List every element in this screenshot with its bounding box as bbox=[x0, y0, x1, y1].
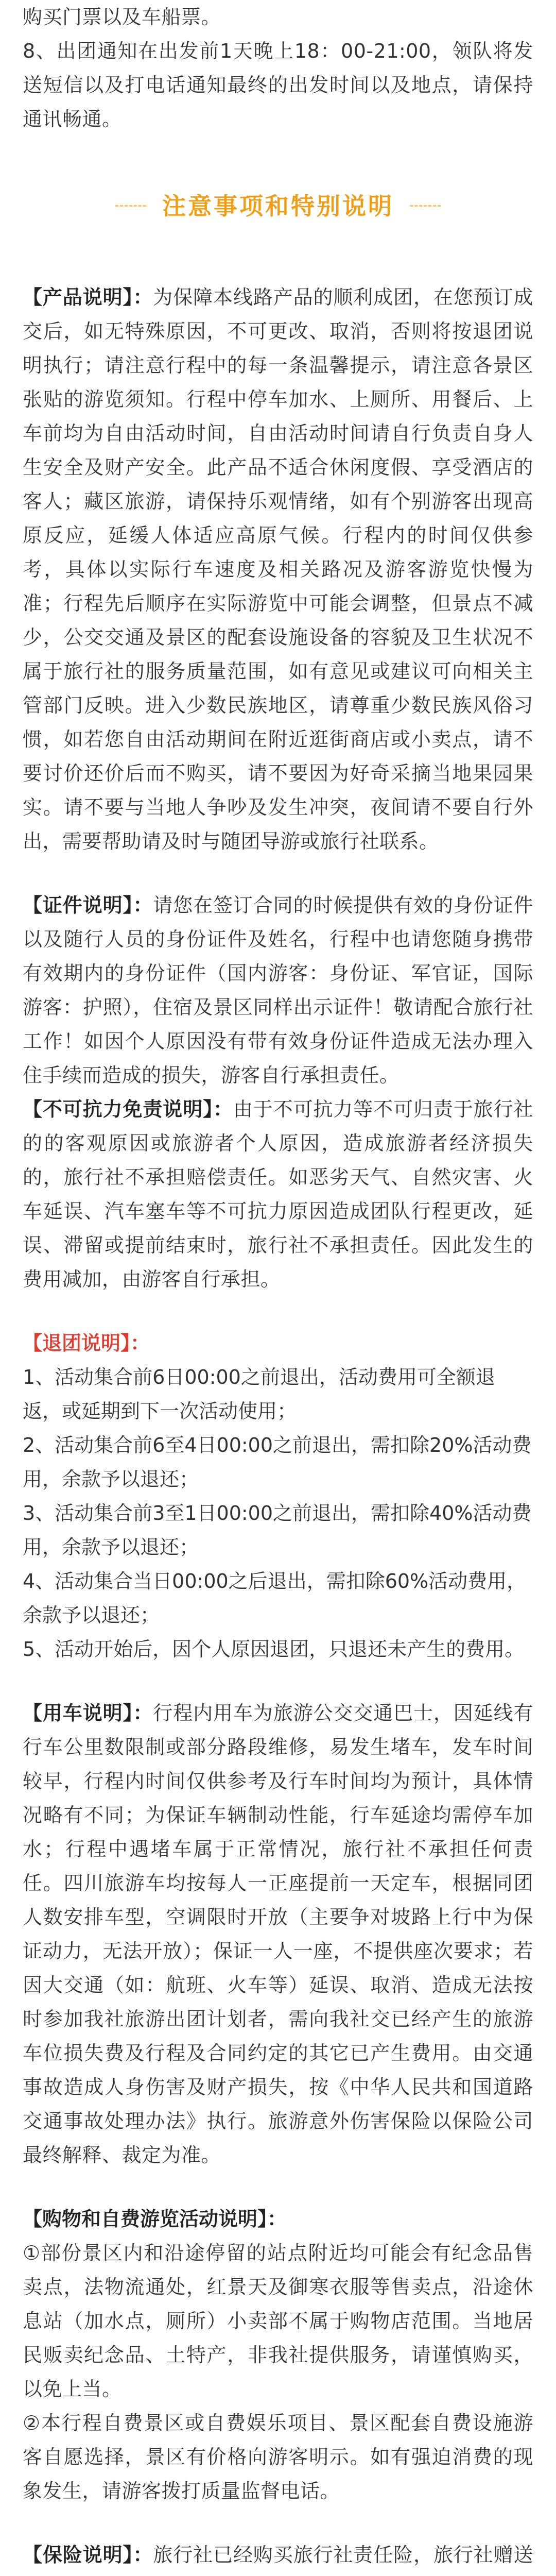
refund-item: 2、活动集合前6至4日00:00之前退出，需扣除20%活动费用，余款予以退还； bbox=[23, 1434, 532, 1490]
id-section bbox=[23, 888, 533, 1092]
refund-label: 【退团说明】： bbox=[23, 1332, 150, 1354]
insurance-text: 旅行社已经购买旅行社责任险，旅行社赠送 bbox=[153, 2544, 533, 2566]
section-title: 注意事项和特别说明 bbox=[148, 180, 408, 232]
product-text: 为保障本线路产品的顺利成团，在您预订成交后，如无特殊原因，不可更改、取消，否则将按退团说明执行；请注意行程中的每一条温馨提示，请注意各景区张贴的游览须知。行程中停车加水、上厕所、用餐后、上车前均为自由活动时间，自由活动时间请自行负责自身人生安全及财产安全。此产品不适合休闲度假、享受酒店的客人；藏区旅游，请保持乐观情绪，如有个别游客出现高原反应，延缓人体适应高原气候。行程内的时间仅供参考，具体以实际行车速度及相关路况及游客游览快慢为准；行程先后顺序在实际游览中可能会调整，但景点不减少，公交交通及景区的配套设施设备的容貌及卫生状况不属于旅行社的服务质量范围，如有意见或建议可向相关主管部门反映。进入少数民族地区，请尊重少数民族风俗习惯，如若您自由活动期间在附近逛街商店或小卖点，请不要讨价还价后而不购买，请不要因为好奇采摘当地果园果实。请不要与当地人争吵及发生冲突，夜间请不要自行外出，需要帮助请及时与随团导游或旅行社联系。 bbox=[23, 286, 533, 853]
vehicle-section bbox=[23, 1696, 533, 2172]
refund-item: 1、活动集合前6日00:00之前退出，活动费用可全额退返，或延期到下一次活动使用； bbox=[23, 1366, 495, 1422]
vehicle-label: 【用车说明】： bbox=[23, 1702, 153, 1724]
vehicle-text: 行程内用车为旅游公交交通巴士，因延线有行车公里数限制或部分路段维修，易发生堵车，发车时间较早，行程内时间仅供参考及行车时间均为预计，具体情况略有不同；为保证车辆制动性能，行车延途均需停车加水；行程中遇堵车属于正常情况，旅行社不承担任何责任。四川旅游车均按每人一正座提前一天定车，根据同团人数安排车型，空调限时开放（主要争对坡路上行中为保证动力，无法开放）；保证一人一座，不提供座次要求；若因大交通（如：航班、火车等）延误、取消、造成无法按时参加我社旅游出团计划者，需向我社交已经产生的旅游车位损失费及行程及合同约定的其它已产生费用。由交通事故造成人身伤害及财产损失，按《中华人民共和国道路交通事故处理办法》执行。旅游意外伤害保险以保险公司最终解释、裁定为准。 bbox=[23, 1702, 533, 2166]
refund-item: 4、活动集合当日00:00之后退出，需扣除60%活动费用，余款予以退还； bbox=[23, 1570, 527, 1626]
insurance-label: 【保险说明】： bbox=[23, 2544, 153, 2566]
id-text: 请您在签订合同的时候提供有效的身份证件以及随行人员的身份证件及姓名，行程中也请您随身携带有效期内的身份证件（国内游客：身份证、军官证，国际游客：护照），住宿及景区同样出示证件！敬请配合旅行社工作！如因个人原因没有带有效身份证件造成无法办理入住手续而造成的损失，游客自行承担责任。 bbox=[23, 894, 533, 1087]
insurance-section bbox=[23, 2538, 533, 2576]
refund-item: 5、活动开始后，因个人原因退团，只退还未产生的费用。 bbox=[23, 1638, 525, 1660]
refund-item: 3、活动集合前3至1日00:00之前退出，需扣除40%活动费用，余款予以退还； bbox=[23, 1502, 532, 1558]
departure-notice-item: 8、出团通知在出发前1天晚上18：00-21:00，领队将发送短信以及打电话通知最终的出发时间以及地点，请保持通讯畅通。 bbox=[23, 40, 533, 130]
force-majeure-label: 【不可抗力免责说明】： bbox=[23, 1098, 233, 1121]
refund-section bbox=[23, 1326, 533, 1666]
shopping-para-2: ②本行程自费景区或自费娱乐项目、景区配套自费设施游客自愿选择，景区有价格向游客明示。如有强迫消费的现象发生，请游客拨打质量监督电话。 bbox=[23, 2412, 533, 2502]
product-label: 【产品说明】： bbox=[23, 286, 153, 309]
section-header bbox=[23, 180, 533, 232]
shopping-section bbox=[23, 2202, 533, 2508]
product-section bbox=[23, 280, 533, 858]
force-majeure-text: 由于不可抗力等不可归责于旅行社的的客观原因或旅游者个人原因，造成旅游者经济损失的，旅行社不承担赔偿责任。如恶劣天气、自然灾害、火车延误、汽车塞车等不可抗力原因造成团队行程更改，延误、滞留或提前结束时，旅行社不承担责任。因此发生的费用减加，由游客自行承担。 bbox=[23, 1098, 533, 1291]
shopping-para-1: ①部份景区内和沿途停留的站点附近均可能会有纪念品售卖点，法物流通处，红景天及御寒衣服等售卖点，沿途休息站（加水点，厕所）小卖部不属于购物店范围。当地居民贩卖纪念品、土特产，非我社提供服务，请谨慎购买，以免上当。 bbox=[23, 2242, 533, 2400]
shopping-label: 【购物和自费游览活动说明】： bbox=[23, 2208, 287, 2230]
intro-line: 购买门票以及车船票。 bbox=[23, 6, 221, 28]
id-label: 【证件说明】： bbox=[23, 894, 153, 917]
force-majeure-section bbox=[23, 1092, 533, 1296]
